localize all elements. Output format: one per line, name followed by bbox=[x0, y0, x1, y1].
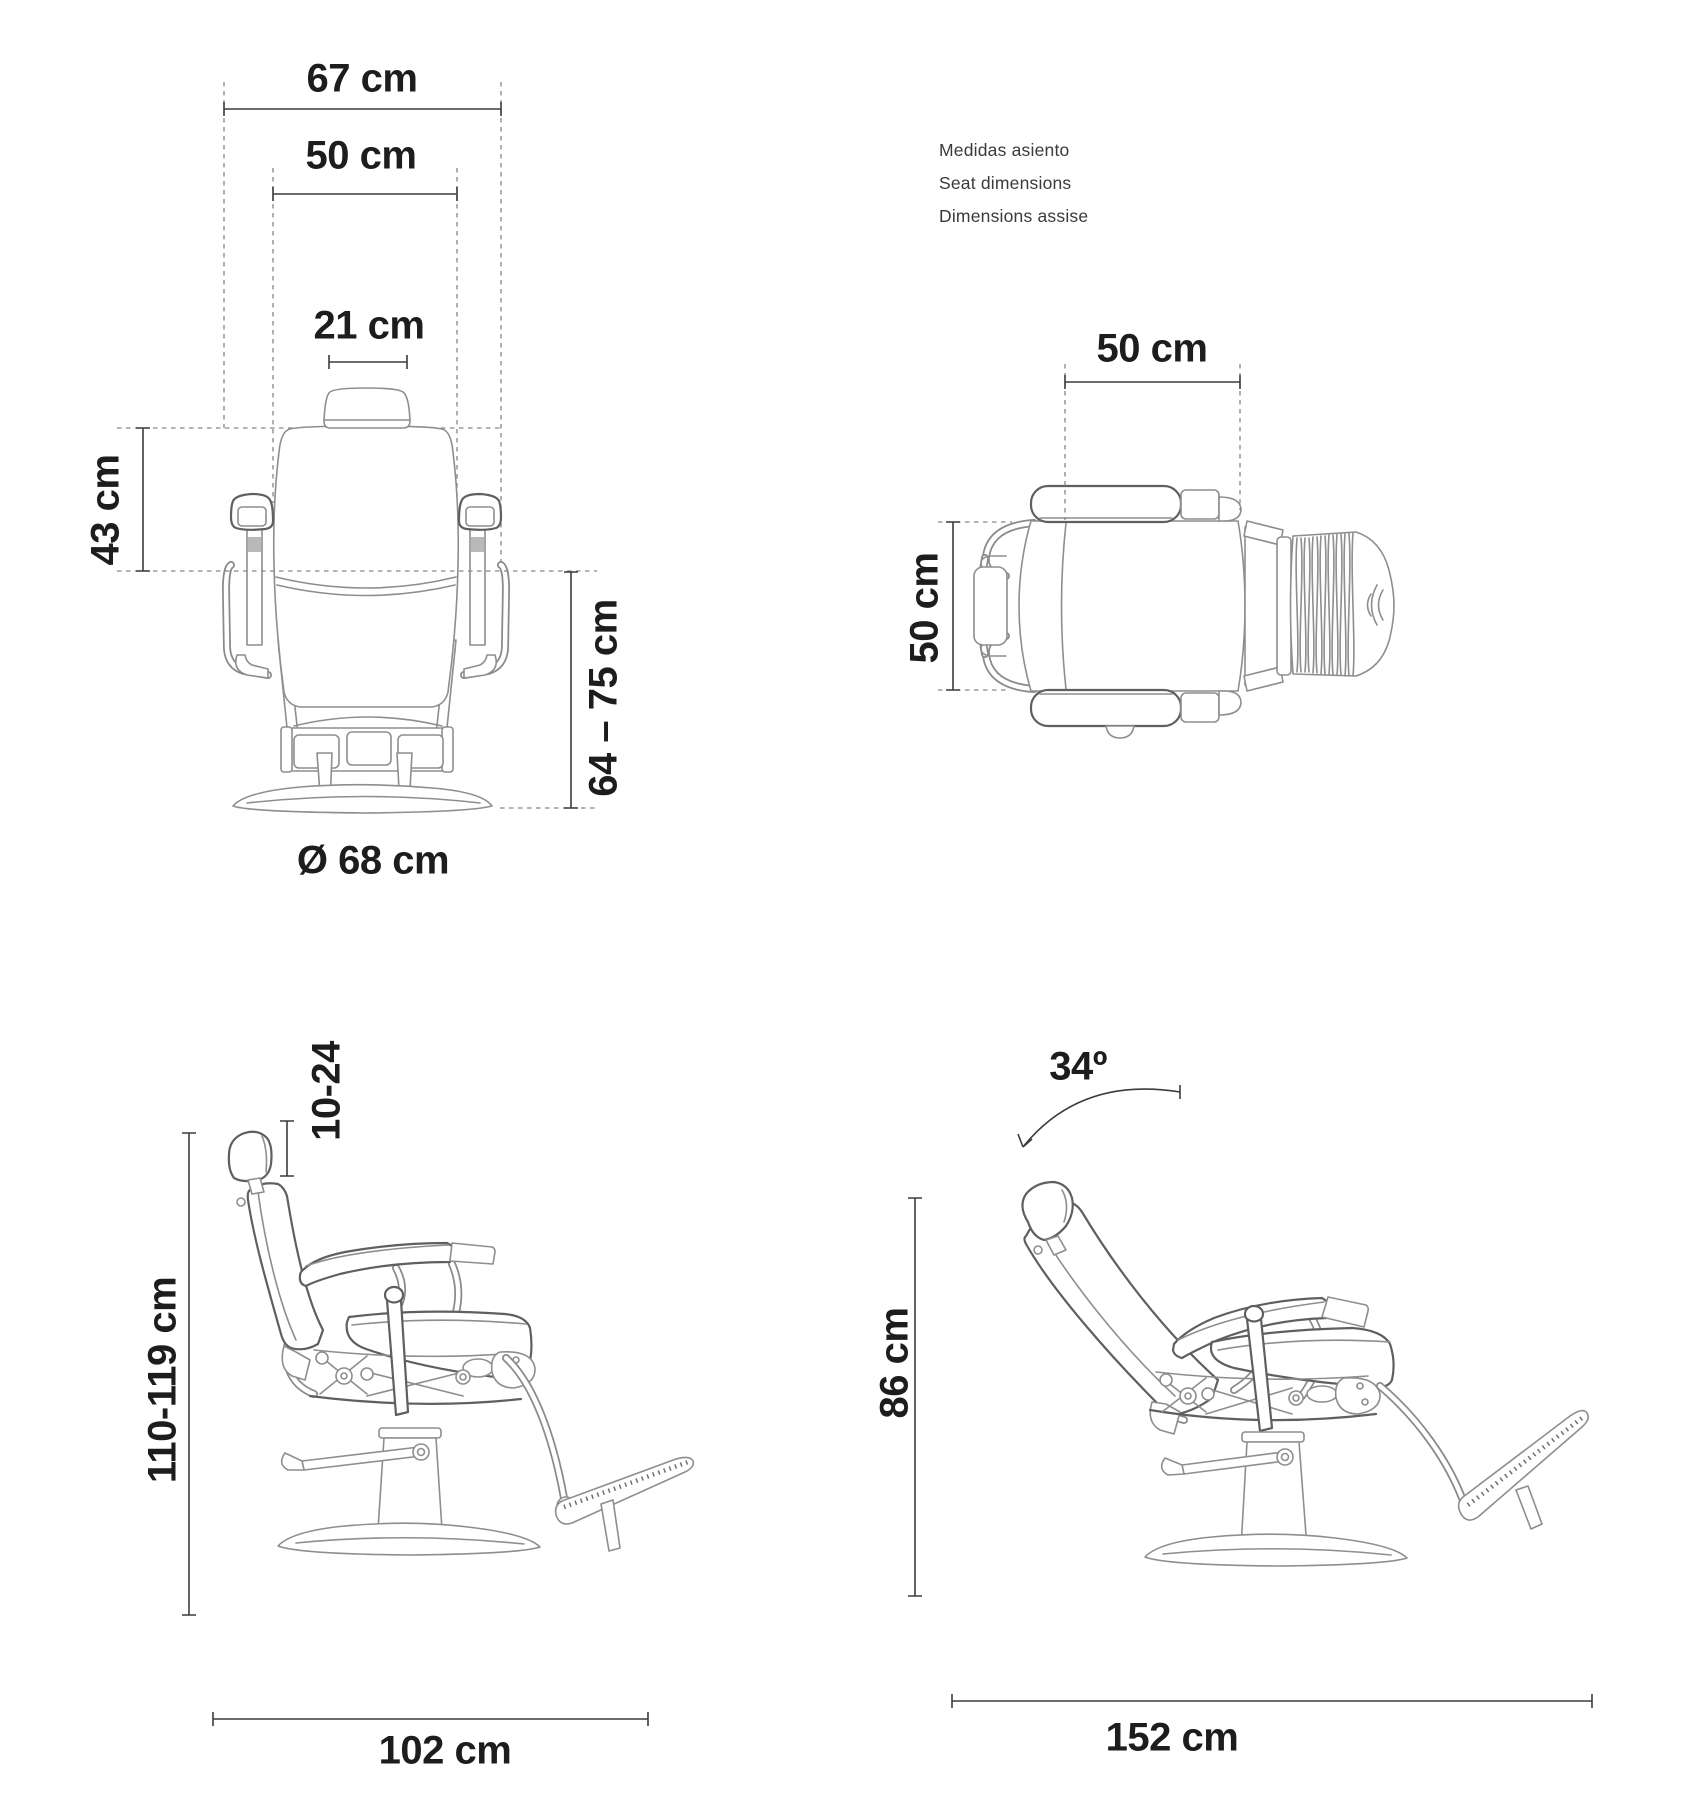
side-height-range-label: 110-119 cm bbox=[140, 1276, 185, 1484]
top-view-drawing bbox=[974, 486, 1394, 738]
front-seat-height-label: 64 – 75 cm bbox=[581, 599, 626, 797]
front-overall-width-label: 67 cm bbox=[306, 56, 418, 101]
note-line-es: Medidas asiento bbox=[939, 140, 1070, 160]
top-seat-depth-label: 50 cm bbox=[902, 552, 947, 664]
front-view-drawing bbox=[226, 388, 506, 813]
front-backrest-width-label: 50 cm bbox=[305, 133, 417, 178]
front-headrest-width-label: 21 cm bbox=[313, 303, 425, 348]
recline-angle-label: 34º bbox=[1049, 1044, 1107, 1089]
side-length-label: 102 cm bbox=[378, 1728, 512, 1773]
front-base-diameter-label: Ø 68 cm bbox=[296, 838, 450, 883]
note-line-fr: Dimensions assise bbox=[939, 206, 1089, 226]
note-line-en: Seat dimensions bbox=[939, 173, 1072, 193]
side-view-drawing bbox=[229, 1132, 693, 1555]
side-headrest-travel-label: 10-24 bbox=[304, 1041, 349, 1141]
top-seat-width-label: 50 cm bbox=[1096, 326, 1208, 371]
reclined-length-label: 152 cm bbox=[1105, 1715, 1239, 1760]
front-backrest-height-label: 43 cm bbox=[83, 454, 128, 566]
reclined-view-dimensions bbox=[908, 1085, 1592, 1708]
reclined-backrest-height-label: 86 cm bbox=[872, 1307, 917, 1419]
reclined-view-drawing bbox=[1022, 1182, 1588, 1566]
